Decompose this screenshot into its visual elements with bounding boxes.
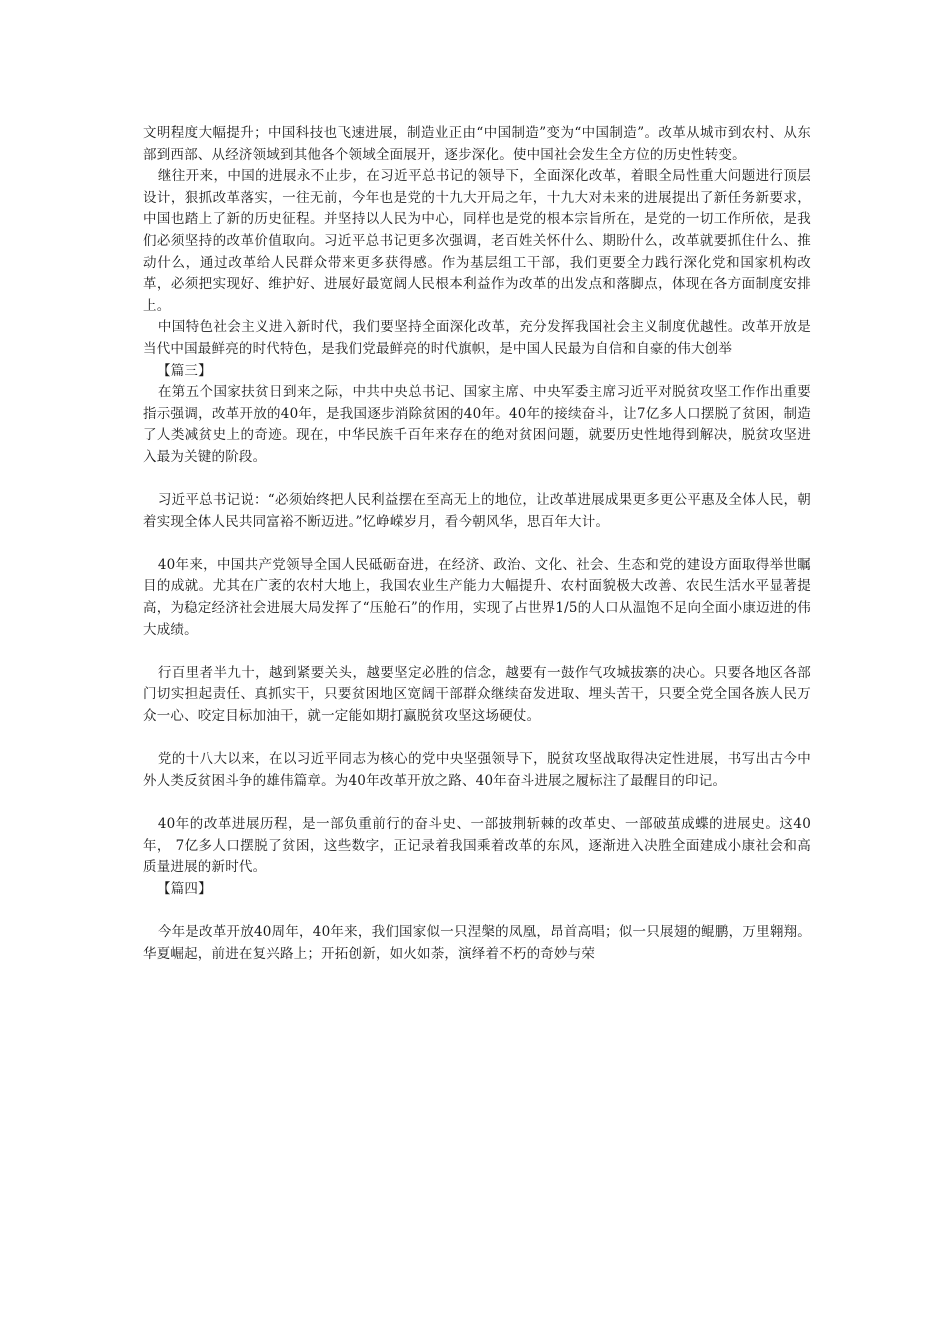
section-heading: 【篇四】 [157, 880, 212, 897]
paragraph: 40年来，中国共产党领导全国人民砥砺奋进，在经济、政治、文化、社会、生态和党的建设方面取得举世瞩目的成就。尤其在广袤的农村大地上，我国农业生产能力大幅提升、农村面貌极大改善、农民生活水平显著提高，为稳定经济社会进展大局发挥了“压舱石”的作用，实现了占世界1/5的人口从温饱不足向全面小康迈进的伟大成绩。 [143, 556, 811, 638]
paragraph: 继往开来，中国的进展永不止步，在习近平总书记的领导下，全面深化改革，着眼全局性重大问题进行顶层设计，狠抓改革落实，一往无前，今年也是党的十九大开局之年，十九大对未来的进展提出了新任务新要求，中国也踏上了新的历史征程。并坚持以人民为中心，同样也是党的根本宗旨所在，是党的一切工作所依，是我们必须坚持的改革价值取向。习近平总书记更多次强调，老百姓关怀什么、期盼什么，改革就要抓住什么、推动什么，通过改革给人民群众带来更多获得感。作为基层组工干部，我们更要全力践行深化党和国家机构改革，必须把实现好、维护好、进展好最宽阔人民根本利益作为改革的出发点和落脚点，体现在各方面制度安排上。 [143, 168, 811, 314]
paragraph-spacer [143, 792, 811, 814]
document-body [143, 123, 811, 965]
paragraph-spacer [143, 469, 811, 491]
paragraph: 行百里者半九十，越到紧要关头，越要坚定必胜的信念，越要有一鼓作气攻城拔寨的决心。只要各地区各部门切实担起责任、真抓实干，只要贫困地区宽阔干部群众继续奋发进取、埋头苦干，只要全党全国各族人民万众一心、咬定目标加油干，就一定能如期打赢脱贫攻坚这场硬仗。 [143, 664, 811, 725]
paragraph-spacer [143, 728, 811, 750]
paragraph: 党的十八大以来，在以习近平同志为核心的党中央坚强领导下，脱贫攻坚战取得决定性进展，书写出古今中外人类反贫困斗争的雄伟篇章。为40年改革开放之路、40年奋斗进展之履标注了最醒目的印记。 [143, 751, 811, 789]
section-heading: 【篇三】 [157, 362, 212, 379]
paragraph: 文明程度大幅提升；中国科技也飞速进展，制造业正由“中国制造”变为“中国制造”。改革从城市到农村、从东部到西部、从经济领域到其他各个领域全面展开，逐步深化。使中国社会发生全方位的历史性转变。 [143, 125, 811, 163]
paragraph: 在第五个国家扶贫日到来之际，中共中央总书记、国家主席、中央军委主席习近平对脱贫攻坚工作作出重要指示强调，改革开放的40年，是我国逐步消除贫困的40年。40年的接续奋斗，让7亿多人口摆脱了贫困，制造了人类减贫史上的奇迹。现在，中华民族千百年来存在的绝对贫困问题，就要历史性地得到解决，脱贫攻坚进入最为关键的阶段。 [143, 384, 811, 465]
paragraph-spacer [143, 900, 811, 922]
paragraph-spacer [143, 533, 811, 555]
paragraph-spacer [143, 641, 811, 663]
paragraph: 习近平总书记说：“必须始终把人民利益摆在至高无上的地位，让改革进展成果更多更公平惠及全体人民，朝着实现全体人民共同富裕不断迈进。”忆峥嵘岁月，看今朝风华，思百年大计。 [143, 492, 811, 530]
paragraph: 40年的改革进展历程，是一部负重前行的奋斗史、一部披荆斩棘的改革史、一部破茧成蝶的进展史。这40年， 7亿多人口摆脱了贫困，这些数字，正记录着我国乘着改革的东风，逐渐进入决胜全面建成小康社会和高质量进展的新时代。 [143, 816, 811, 876]
paragraph: 今年是改革开放40周年，40年来，我们国家似一只涅槃的凤凰，昂首高唱；似一只展翅的鲲鹏，万里翱翔。华夏崛起，前进在复兴路上；开拓创新，如火如荼，演绎着不朽的奇妙与荣 [143, 923, 811, 962]
paragraph: 中国特色社会主义进入新时代，我们要坚持全面深化改革，充分发挥我国社会主义制度优越性。改革开放是当代中国最鲜亮的时代特色，是我们党最鲜亮的时代旗帜，是中国人民最为自信和自豪的伟大创举 [143, 319, 811, 357]
